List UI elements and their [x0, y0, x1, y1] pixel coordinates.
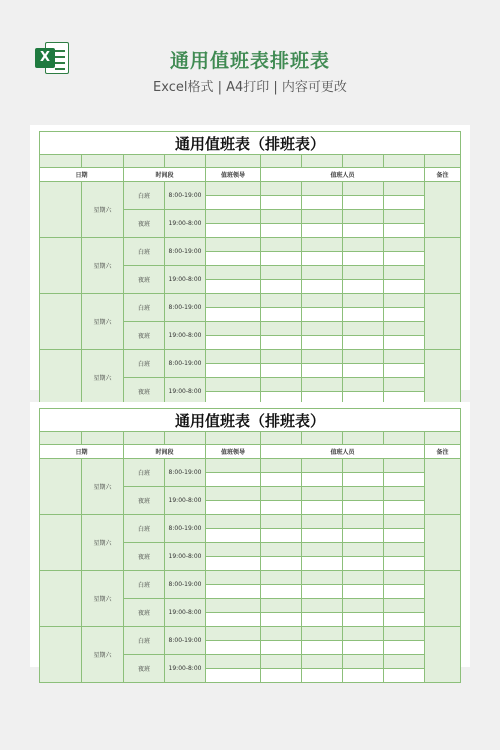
staff-cell[interactable]	[302, 210, 343, 224]
staff-cell[interactable]	[302, 196, 343, 210]
staff-cell[interactable]	[261, 655, 302, 669]
staff-cell[interactable]	[302, 515, 343, 529]
staff-cell[interactable]	[261, 364, 302, 378]
leader-cell[interactable]	[206, 459, 261, 473]
date-cell[interactable]	[40, 182, 82, 238]
notes-cell[interactable]	[425, 294, 461, 350]
staff-cell[interactable]	[302, 322, 343, 336]
table-row	[40, 571, 461, 585]
leader-cell[interactable]	[206, 641, 261, 655]
leader-cell[interactable]	[206, 182, 261, 196]
table-row	[40, 627, 461, 641]
shift-time-cell[interactable]: 8:00-19:00	[165, 459, 206, 487]
staff-cell[interactable]	[343, 252, 384, 266]
staff-cell[interactable]	[302, 459, 343, 473]
staff-cell[interactable]	[302, 571, 343, 585]
shift-name-cell[interactable]: 白班	[124, 182, 165, 210]
staff-cell[interactable]	[261, 182, 302, 196]
shift-time-cell[interactable]: 19:00-8:00	[165, 655, 206, 683]
staff-cell[interactable]	[384, 350, 425, 364]
staff-cell[interactable]	[261, 266, 302, 280]
staff-cell[interactable]	[343, 378, 384, 392]
excel-icon-letter: X	[35, 48, 55, 68]
staff-cell[interactable]	[343, 459, 384, 473]
staff-cell[interactable]	[384, 529, 425, 543]
staff-cell[interactable]	[261, 613, 302, 627]
duty-table	[39, 131, 461, 406]
staff-cell[interactable]	[343, 641, 384, 655]
blank-row	[40, 432, 461, 445]
weekday-cell[interactable]: 星期六	[82, 627, 124, 683]
shift-name-cell[interactable]: 夜班	[124, 487, 165, 515]
leader-cell[interactable]	[206, 515, 261, 529]
shift-time-cell[interactable]: 19:00-8:00	[165, 487, 206, 515]
staff-cell[interactable]	[384, 336, 425, 350]
staff-cell[interactable]	[343, 182, 384, 196]
staff-cell[interactable]	[302, 266, 343, 280]
date-cell[interactable]	[40, 627, 82, 683]
leader-cell[interactable]	[206, 210, 261, 224]
leader-cell[interactable]	[206, 224, 261, 238]
staff-cell[interactable]	[302, 182, 343, 196]
staff-cell[interactable]	[261, 557, 302, 571]
sheet-title: 通用值班表（排班表）	[40, 409, 461, 432]
staff-cell[interactable]	[343, 473, 384, 487]
leader-cell[interactable]	[206, 196, 261, 210]
staff-cell[interactable]	[384, 641, 425, 655]
staff-cell[interactable]	[384, 182, 425, 196]
staff-cell[interactable]	[343, 571, 384, 585]
staff-cell[interactable]	[261, 543, 302, 557]
weekday-cell[interactable]: 星期六	[82, 182, 124, 238]
weekday-cell[interactable]: 星期六	[82, 459, 124, 515]
shift-time-cell[interactable]: 8:00-19:00	[165, 350, 206, 378]
preview-card-1	[30, 125, 470, 396]
staff-cell[interactable]	[384, 543, 425, 557]
col-header-time: 时间段	[124, 445, 206, 459]
staff-cell[interactable]	[384, 487, 425, 501]
staff-cell[interactable]	[384, 669, 425, 683]
date-cell[interactable]	[40, 294, 82, 350]
staff-cell[interactable]	[384, 364, 425, 378]
staff-cell[interactable]	[302, 543, 343, 557]
staff-cell[interactable]	[261, 473, 302, 487]
leader-cell[interactable]	[206, 501, 261, 515]
shift-time-cell[interactable]: 8:00-19:00	[165, 294, 206, 322]
staff-cell[interactable]	[302, 613, 343, 627]
staff-cell[interactable]	[261, 196, 302, 210]
leader-cell[interactable]	[206, 599, 261, 613]
date-cell[interactable]	[40, 515, 82, 571]
staff-cell[interactable]	[343, 655, 384, 669]
staff-cell[interactable]	[302, 487, 343, 501]
staff-cell[interactable]	[343, 364, 384, 378]
date-cell[interactable]	[40, 238, 82, 294]
staff-cell[interactable]	[261, 336, 302, 350]
staff-cell[interactable]	[384, 585, 425, 599]
staff-cell[interactable]	[261, 210, 302, 224]
staff-cell[interactable]	[384, 280, 425, 294]
sheet-title: 通用值班表（排班表）	[40, 132, 461, 155]
staff-cell[interactable]	[343, 515, 384, 529]
staff-cell[interactable]	[384, 599, 425, 613]
staff-cell[interactable]	[261, 252, 302, 266]
leader-cell[interactable]	[206, 557, 261, 571]
leader-cell[interactable]	[206, 473, 261, 487]
shift-time-cell[interactable]: 19:00-8:00	[165, 210, 206, 238]
shift-name-cell[interactable]: 白班	[124, 459, 165, 487]
staff-cell[interactable]	[384, 322, 425, 336]
col-header-time: 时间段	[124, 168, 206, 182]
staff-cell[interactable]	[343, 350, 384, 364]
staff-cell[interactable]	[261, 501, 302, 515]
leader-cell[interactable]	[206, 336, 261, 350]
staff-cell[interactable]	[302, 599, 343, 613]
shift-time-cell[interactable]: 19:00-8:00	[165, 266, 206, 294]
leader-cell[interactable]	[206, 308, 261, 322]
date-cell[interactable]	[40, 459, 82, 515]
leader-cell[interactable]	[206, 627, 261, 641]
staff-cell[interactable]	[384, 238, 425, 252]
shift-name-cell[interactable]: 夜班	[124, 655, 165, 683]
staff-cell[interactable]	[302, 350, 343, 364]
staff-cell[interactable]	[302, 557, 343, 571]
staff-cell[interactable]	[384, 210, 425, 224]
leader-cell[interactable]	[206, 613, 261, 627]
leader-cell[interactable]	[206, 378, 261, 392]
staff-cell[interactable]	[343, 627, 384, 641]
table-row	[40, 350, 461, 364]
staff-cell[interactable]	[261, 585, 302, 599]
column-header-row	[40, 168, 461, 182]
staff-cell[interactable]	[261, 224, 302, 238]
table-row	[40, 182, 461, 196]
staff-cell[interactable]	[343, 280, 384, 294]
staff-cell[interactable]	[343, 196, 384, 210]
staff-cell[interactable]	[384, 378, 425, 392]
staff-cell[interactable]	[261, 378, 302, 392]
sheet-preview	[39, 131, 460, 396]
page-subtitle: Excel格式 | A4打印 | 内容可更改	[153, 80, 347, 95]
staff-cell[interactable]	[343, 322, 384, 336]
blank-row	[40, 155, 461, 168]
weekday-cell[interactable]: 星期六	[82, 571, 124, 627]
staff-cell[interactable]	[302, 378, 343, 392]
staff-cell[interactable]	[261, 529, 302, 543]
staff-cell[interactable]	[261, 599, 302, 613]
shift-time-cell[interactable]: 19:00-8:00	[165, 543, 206, 571]
col-header-leader: 值班领导	[206, 168, 261, 182]
page-title: 通用值班表排班表	[169, 50, 330, 72]
staff-cell[interactable]	[343, 308, 384, 322]
staff-cell[interactable]	[261, 627, 302, 641]
col-header-notes: 备注	[425, 168, 461, 182]
shift-time-cell[interactable]: 8:00-19:00	[165, 182, 206, 210]
weekday-cell[interactable]: 星期六	[82, 294, 124, 350]
leader-cell[interactable]	[206, 529, 261, 543]
staff-cell[interactable]	[261, 294, 302, 308]
staff-cell[interactable]	[261, 350, 302, 364]
notes-cell[interactable]	[425, 350, 461, 406]
staff-cell[interactable]	[384, 294, 425, 308]
staff-cell[interactable]	[302, 294, 343, 308]
leader-cell[interactable]	[206, 655, 261, 669]
staff-cell[interactable]	[343, 266, 384, 280]
col-header-leader: 值班领导	[206, 445, 261, 459]
table-row	[40, 459, 461, 473]
col-header-date: 日期	[40, 168, 124, 182]
shift-name-cell[interactable]: 白班	[124, 515, 165, 543]
staff-cell[interactable]	[261, 669, 302, 683]
staff-cell[interactable]	[384, 655, 425, 669]
staff-cell[interactable]	[343, 210, 384, 224]
staff-cell[interactable]	[384, 459, 425, 473]
page-header	[0, 0, 500, 110]
staff-cell[interactable]	[302, 655, 343, 669]
shift-name-cell[interactable]: 白班	[124, 294, 165, 322]
col-header-staff: 值班人员	[261, 445, 425, 459]
shift-time-cell[interactable]: 8:00-19:00	[165, 571, 206, 599]
staff-cell[interactable]	[384, 627, 425, 641]
staff-cell[interactable]	[261, 322, 302, 336]
staff-cell[interactable]	[384, 252, 425, 266]
staff-cell[interactable]	[261, 280, 302, 294]
staff-cell[interactable]	[302, 224, 343, 238]
staff-cell[interactable]	[302, 585, 343, 599]
staff-cell[interactable]	[302, 627, 343, 641]
notes-cell[interactable]	[425, 459, 461, 515]
col-header-notes: 备注	[425, 445, 461, 459]
leader-cell[interactable]	[206, 238, 261, 252]
staff-cell[interactable]	[302, 280, 343, 294]
shift-time-cell[interactable]: 8:00-19:00	[165, 238, 206, 266]
staff-cell[interactable]	[343, 238, 384, 252]
leader-cell[interactable]	[206, 669, 261, 683]
staff-cell[interactable]	[343, 585, 384, 599]
leader-cell[interactable]	[206, 487, 261, 501]
shift-name-cell[interactable]: 白班	[124, 238, 165, 266]
staff-cell[interactable]	[261, 571, 302, 585]
staff-cell[interactable]	[343, 501, 384, 515]
shift-name-cell[interactable]: 夜班	[124, 322, 165, 350]
shift-name-cell[interactable]: 夜班	[124, 543, 165, 571]
staff-cell[interactable]	[343, 224, 384, 238]
staff-cell[interactable]	[302, 252, 343, 266]
leader-cell[interactable]	[206, 364, 261, 378]
staff-cell[interactable]	[343, 487, 384, 501]
staff-cell[interactable]	[302, 473, 343, 487]
leader-cell[interactable]	[206, 294, 261, 308]
shift-name-cell[interactable]: 夜班	[124, 266, 165, 294]
shift-name-cell[interactable]: 夜班	[124, 599, 165, 627]
table-row	[40, 238, 461, 252]
shift-name-cell[interactable]: 白班	[124, 571, 165, 599]
staff-cell[interactable]	[261, 487, 302, 501]
weekday-cell[interactable]: 星期六	[82, 350, 124, 406]
notes-cell[interactable]	[425, 627, 461, 683]
staff-cell[interactable]	[384, 501, 425, 515]
staff-cell[interactable]	[261, 459, 302, 473]
leader-cell[interactable]	[206, 280, 261, 294]
staff-cell[interactable]	[302, 641, 343, 655]
staff-cell[interactable]	[384, 224, 425, 238]
shift-name-cell[interactable]: 白班	[124, 350, 165, 378]
column-header-row	[40, 445, 461, 459]
col-header-staff: 值班人员	[261, 168, 425, 182]
table-row	[40, 294, 461, 308]
staff-cell[interactable]	[384, 613, 425, 627]
staff-cell[interactable]	[384, 196, 425, 210]
shift-name-cell[interactable]: 夜班	[124, 378, 165, 406]
leader-cell[interactable]	[206, 350, 261, 364]
staff-cell[interactable]	[343, 669, 384, 683]
duty-table	[39, 408, 461, 683]
preview-card-2	[30, 402, 470, 673]
staff-cell[interactable]	[261, 641, 302, 655]
shift-time-cell[interactable]: 19:00-8:00	[165, 322, 206, 350]
col-header-date: 日期	[40, 445, 124, 459]
staff-cell[interactable]	[261, 308, 302, 322]
shift-time-cell[interactable]: 8:00-19:00	[165, 627, 206, 655]
notes-cell[interactable]	[425, 182, 461, 238]
staff-cell[interactable]	[261, 515, 302, 529]
weekday-cell[interactable]: 星期六	[82, 515, 124, 571]
shift-time-cell[interactable]: 19:00-8:00	[165, 599, 206, 627]
shift-time-cell[interactable]: 19:00-8:00	[165, 378, 206, 406]
staff-cell[interactable]	[302, 501, 343, 515]
staff-cell[interactable]	[261, 238, 302, 252]
staff-cell[interactable]	[384, 308, 425, 322]
shift-name-cell[interactable]: 白班	[124, 627, 165, 655]
staff-cell[interactable]	[343, 557, 384, 571]
sheet-preview	[39, 408, 460, 673]
date-cell[interactable]	[40, 571, 82, 627]
staff-cell[interactable]	[302, 238, 343, 252]
notes-cell[interactable]	[425, 571, 461, 627]
date-cell[interactable]	[40, 350, 82, 406]
staff-cell[interactable]	[302, 529, 343, 543]
staff-cell[interactable]	[343, 336, 384, 350]
leader-cell[interactable]	[206, 585, 261, 599]
staff-cell[interactable]	[384, 571, 425, 585]
leader-cell[interactable]	[206, 252, 261, 266]
staff-cell[interactable]	[302, 336, 343, 350]
staff-cell[interactable]	[343, 613, 384, 627]
staff-cell[interactable]	[302, 364, 343, 378]
staff-cell[interactable]	[302, 669, 343, 683]
staff-cell[interactable]	[384, 515, 425, 529]
notes-cell[interactable]	[425, 238, 461, 294]
leader-cell[interactable]	[206, 322, 261, 336]
shift-time-cell[interactable]: 8:00-19:00	[165, 515, 206, 543]
staff-cell[interactable]	[343, 529, 384, 543]
weekday-cell[interactable]: 星期六	[82, 238, 124, 294]
staff-cell[interactable]	[302, 308, 343, 322]
staff-cell[interactable]	[384, 266, 425, 280]
staff-cell[interactable]	[384, 473, 425, 487]
leader-cell[interactable]	[206, 571, 261, 585]
staff-cell[interactable]	[343, 294, 384, 308]
shift-name-cell[interactable]: 夜班	[124, 210, 165, 238]
staff-cell[interactable]	[343, 543, 384, 557]
staff-cell[interactable]	[384, 557, 425, 571]
staff-cell[interactable]	[343, 599, 384, 613]
notes-cell[interactable]	[425, 515, 461, 571]
leader-cell[interactable]	[206, 266, 261, 280]
table-row	[40, 515, 461, 529]
leader-cell[interactable]	[206, 543, 261, 557]
